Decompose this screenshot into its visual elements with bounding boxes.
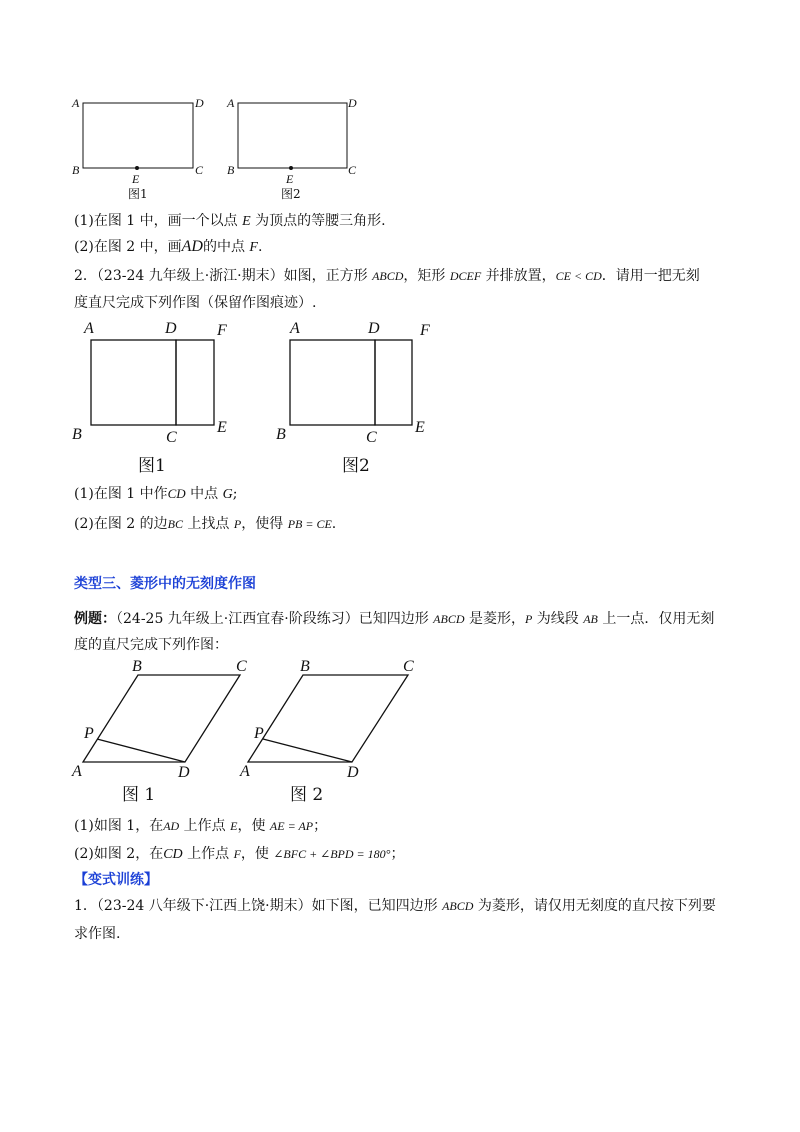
- label-A: A: [72, 763, 82, 780]
- rectangle-fig2: [226, 96, 357, 201]
- caption-fig1: 图1: [138, 456, 166, 476]
- caption-fig2: 图2: [342, 456, 370, 476]
- label-C: C: [366, 429, 377, 446]
- label-B: B: [227, 163, 235, 177]
- label-C: C: [236, 658, 247, 675]
- q3-line2: 求作图.: [74, 926, 121, 942]
- caption-fig1: 图1: [128, 187, 148, 201]
- q2-line1: 2．（23-24 九年级上·浙江·期末）如图，正方形 ABCD，矩形 DCEF 并排放置，CE < CD．请用一把无刻: [74, 268, 700, 284]
- q1-part1: (1)在图 1 中，画一个以点 E 为顶点的等腰三角形.: [74, 213, 386, 229]
- label-B: B: [132, 658, 142, 675]
- caption-fig2: 图2: [281, 187, 301, 201]
- example-line2: 度的直尺完成下列作图：: [74, 637, 228, 653]
- rhombus-fig2: [239, 658, 414, 805]
- example-part1: (1)如图 1，在AD 上作点 E，使 AE = AP；: [74, 818, 328, 834]
- q2-part1: (1)在图 1 中作CD 中点 G;: [74, 486, 238, 502]
- label-C: C: [403, 658, 414, 675]
- label-C: C: [348, 163, 357, 177]
- figure-rectangles-top: [60, 90, 390, 210]
- label-B: B: [276, 426, 286, 443]
- label-E: E: [132, 172, 140, 186]
- label-A: A: [240, 763, 250, 780]
- example-part2: (2)如图 2，在CD 上作点 F，使 ∠BFC + ∠BPD = 180°；: [74, 846, 405, 862]
- rectangle-fig1: [71, 96, 204, 201]
- label-P: P: [254, 725, 264, 742]
- label-C: C: [195, 163, 204, 177]
- q2-part2: (2)在图 2 的边BC 上找点 P，使得 PB = CE.: [74, 516, 337, 532]
- q1-part2: (2)在图 2 中，画AD的中点 F.: [74, 238, 263, 255]
- label-D: D: [178, 764, 190, 781]
- label-P: P: [84, 725, 94, 742]
- label-D: D: [347, 764, 359, 781]
- label-D: D: [368, 320, 380, 337]
- label-D: D: [348, 96, 357, 110]
- square-rect-fig1: [72, 320, 227, 476]
- q2-line2: 度直尺完成下列作图（保留作图痕迹）.: [74, 295, 317, 311]
- variant-heading: 【变式训练】: [74, 872, 158, 888]
- caption-fig2: 图 2: [290, 785, 324, 805]
- label-F: F: [420, 322, 430, 339]
- label-F: F: [217, 322, 227, 339]
- label-D: D: [195, 96, 204, 110]
- label-A: A: [72, 96, 80, 110]
- square-rect-fig2: [276, 320, 430, 476]
- figure-rhombus: [60, 655, 460, 810]
- rhombus-fig1: [71, 658, 247, 805]
- figure-square-rect: [60, 315, 460, 480]
- label-A: A: [227, 96, 235, 110]
- label-E: E: [217, 419, 227, 436]
- label-B: B: [72, 426, 82, 443]
- example-line1: 例题：（24-25 九年级上·江西宜春·阶段练习）已知四边形 ABCD 是菱形，P 为线段 AB 上一点．仅用无刻: [74, 611, 715, 627]
- label-D: D: [165, 320, 177, 337]
- caption-fig1: 图 1: [122, 785, 156, 805]
- label-B: B: [300, 658, 310, 675]
- label-A: A: [290, 320, 300, 337]
- label-C: C: [166, 429, 177, 446]
- label-A: A: [84, 320, 94, 337]
- label-E: E: [286, 172, 294, 186]
- label-B: B: [72, 163, 80, 177]
- label-E: E: [415, 419, 425, 436]
- section-heading: 类型三、菱形中的无刻度作图: [74, 576, 256, 592]
- q3-line1: 1．（23-24 八年级下·江西上饶·期末）如下图，已知四边形 ABCD 为菱形，请仅用无刻度的直尺按下列要: [74, 898, 716, 914]
